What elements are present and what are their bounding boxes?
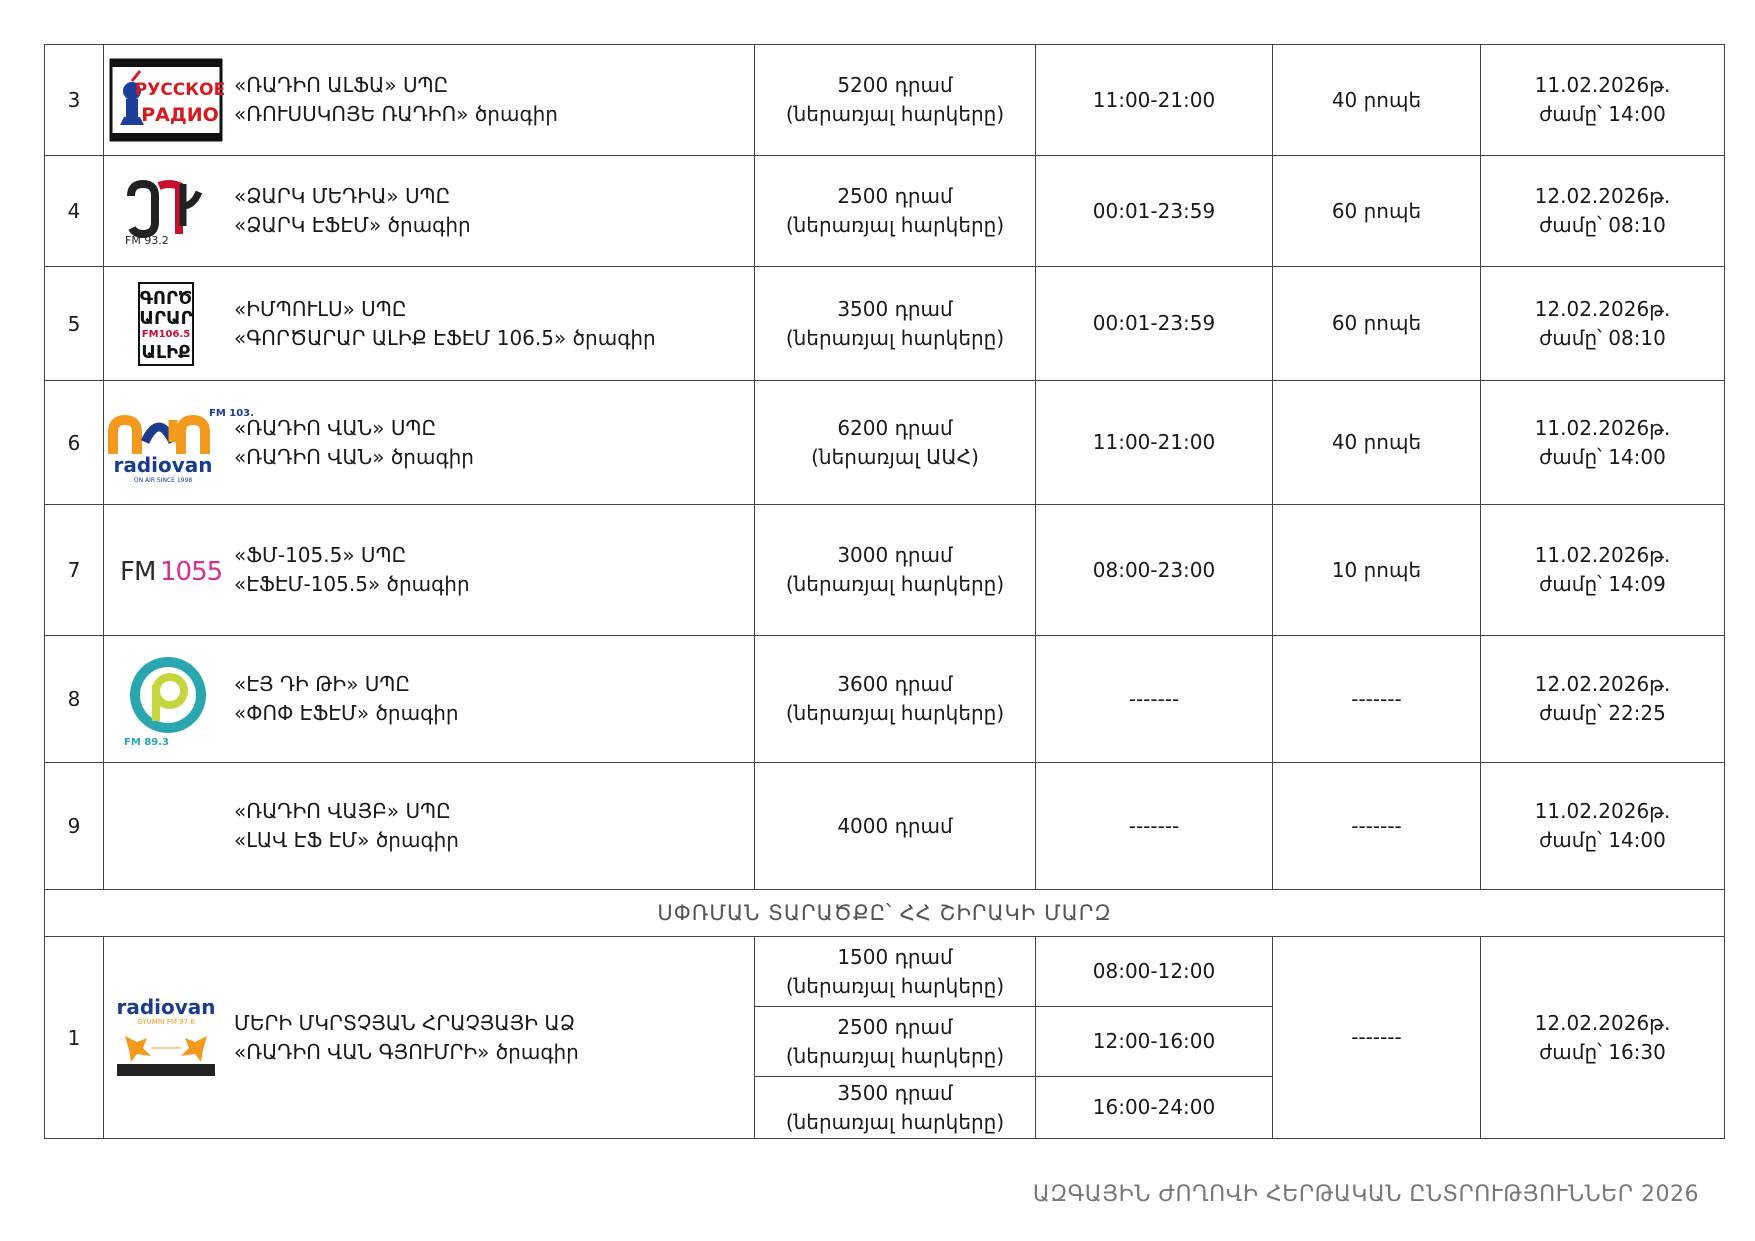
price-cell xyxy=(755,381,1036,505)
svg-text:РАДИО: РАДИО xyxy=(141,104,219,126)
time-cell: 08:00-23:00 xyxy=(1036,505,1273,636)
table-row xyxy=(45,505,1725,636)
duration-cell: ------- xyxy=(1273,937,1481,1139)
row-number: 4 xyxy=(45,156,104,267)
station-cell xyxy=(104,505,755,636)
zark-fm-logo xyxy=(104,176,228,246)
radiovan-logo xyxy=(104,402,254,484)
duration-cell: ------- xyxy=(1273,763,1481,890)
date-cell xyxy=(1481,45,1725,156)
date-cell xyxy=(1481,156,1725,267)
date-cell xyxy=(1481,763,1725,890)
time-cell: 16:00-24:00 xyxy=(1036,1077,1273,1139)
table-row xyxy=(45,937,1725,1007)
company-name: «ՌԱԴԻՈ ՎԱՆ» ՍՊԸ xyxy=(234,415,437,440)
price-cell xyxy=(755,45,1036,156)
price-cell xyxy=(755,636,1036,763)
svg-text:РУССКОЕ: РУССКОЕ xyxy=(134,80,226,100)
date: 11.02.2026թ. xyxy=(1534,799,1671,823)
date-cell xyxy=(1481,937,1725,1139)
row-number: 5 xyxy=(45,267,104,381)
price-cell xyxy=(755,763,1036,890)
date-cell xyxy=(1481,505,1725,636)
date: 12.02.2026թ. xyxy=(1534,184,1671,208)
time-cell: 11:00-21:00 xyxy=(1036,45,1273,156)
price-cell xyxy=(755,937,1036,1007)
program-name: «ԳՈՐԾԱՐԱՐ ԱԼԻՔ ԷՖԷՄ 106.5» ծրագիր xyxy=(234,325,656,350)
station-cell xyxy=(104,381,755,505)
row-number: 3 xyxy=(45,45,104,156)
svg-text:GYUMRI FM 97.6: GYUMRI FM 97.6 xyxy=(137,1017,195,1026)
hour: ժամը՝ 14:09 xyxy=(1539,572,1666,596)
svg-text:ON AIR SINCE 1998: ON AIR SINCE 1998 xyxy=(133,476,193,484)
time-cell: ------- xyxy=(1036,763,1273,890)
price: 4000 դրամ xyxy=(837,813,953,838)
svg-text:ԱԼԻՔ: ԱԼԻՔ xyxy=(141,341,191,363)
date-cell xyxy=(1481,381,1725,505)
svg-text:FM: FM xyxy=(120,557,156,587)
price-note: (ներառյալ հարկերը) xyxy=(785,1109,1005,1134)
price: 3500 դրամ xyxy=(837,296,953,321)
table-row xyxy=(45,636,1725,763)
date-cell xyxy=(1481,267,1725,381)
russkoe-radio-logo xyxy=(104,59,228,141)
price-note: (ներառյալ հարկերը) xyxy=(785,102,1005,126)
duration-cell: 40 րոպե xyxy=(1273,381,1481,505)
hour: ժամը՝ 08:10 xyxy=(1539,213,1666,237)
duration-cell: 60 րոպե xyxy=(1273,156,1481,267)
price-note: (ներառյալ հարկերը) xyxy=(785,325,1005,350)
svg-text:FM 89.3: FM 89.3 xyxy=(124,737,169,748)
price-cell xyxy=(755,1007,1036,1077)
table-row xyxy=(45,763,1725,890)
price: 2500 դրամ xyxy=(837,1014,953,1039)
price-cell xyxy=(755,267,1036,381)
hour: ժամը՝ 08:10 xyxy=(1539,325,1666,350)
program-name: «ՌՈՒՍՍԿՈՅԵ ՌԱԴԻՈ» ծրագիր xyxy=(234,102,558,126)
price: 3600 դրամ xyxy=(837,672,953,696)
time-cell: 00:01-23:59 xyxy=(1036,156,1273,267)
time-cell: 11:00-21:00 xyxy=(1036,381,1273,505)
duration-cell: ------- xyxy=(1273,636,1481,763)
date-cell xyxy=(1481,636,1725,763)
svg-text:FM 93.2: FM 93.2 xyxy=(125,234,169,247)
date: 11.02.2026թ. xyxy=(1534,415,1671,440)
svg-text:ԳՈՐԾ: ԳՈՐԾ xyxy=(139,287,193,309)
price-note: (ներառյալ հարկերը) xyxy=(785,213,1005,237)
table-row xyxy=(45,156,1725,267)
rates-table xyxy=(44,44,1725,1139)
station-cell xyxy=(104,267,755,381)
price: 3500 դրամ xyxy=(837,1080,953,1105)
company-name: «ՁԱՐԿ ՄԵԴԻԱ» ՍՊԸ xyxy=(234,184,451,208)
program-name: «ՌԱԴԻՈ ՎԱՆ ԳՅՈՒՄՐԻ» ծրագիր xyxy=(234,1039,579,1064)
price-cell xyxy=(755,1077,1036,1139)
program-name: «ԼԱՎ ԷՖ ԷՄ» ծրագիր xyxy=(234,828,459,852)
section-title: ՍՓՌՄԱՆ ՏԱՐԱԾՔԸ՝ ՀՀ ՇԻՐԱԿԻ ՄԱՐԶ xyxy=(45,890,1725,937)
price-note: (ներառյալ հարկերը) xyxy=(785,973,1005,998)
time-cell: 00:01-23:59 xyxy=(1036,267,1273,381)
pop-fm-logo xyxy=(104,649,228,749)
table-row xyxy=(45,381,1725,505)
program-name: «ՓՈՓ ԷՖԷՄ» ծրագիր xyxy=(234,701,459,725)
program-name: «ԷՖԷՄ-105.5» ծրագիր xyxy=(234,572,470,596)
page-footer: ԱԶԳԱՅԻՆ ԺՈՂՈՎԻ ՀԵՐԹԱԿԱՆ ԸՆՏՐՈՒԹՅՈՒՆՆԵՐ 2026 xyxy=(1032,1182,1699,1207)
row-number: 6 xyxy=(45,381,104,505)
price: 3000 դրամ xyxy=(837,543,953,567)
svg-text:ԱՐԱՐ: ԱՐԱՐ xyxy=(139,307,193,329)
svg-text:radiovan: radiovan xyxy=(113,452,213,477)
price: 1500 դրամ xyxy=(837,944,953,969)
station-cell xyxy=(104,763,755,890)
gortsarar-alik-logo xyxy=(104,282,228,366)
hour: ժամը՝ 14:00 xyxy=(1539,828,1666,852)
company-name: «ԻՄՊՈՒԼՍ» ՍՊԸ xyxy=(234,296,407,321)
hour: ժամը՝ 14:00 xyxy=(1539,444,1666,469)
date: 11.02.2026թ. xyxy=(1534,543,1671,567)
row-number: 8 xyxy=(45,636,104,763)
section-row xyxy=(45,890,1725,937)
price-note: (ներառյալ հարկերը) xyxy=(785,701,1005,725)
time-cell: 08:00-12:00 xyxy=(1036,937,1273,1007)
station-cell xyxy=(104,45,755,156)
duration-cell: 10 րոպե xyxy=(1273,505,1481,636)
radiovan-gyumri-logo xyxy=(104,994,228,1078)
row-number: 9 xyxy=(45,763,104,890)
svg-text:FM106.5: FM106.5 xyxy=(141,328,191,340)
price: 2500 դրամ xyxy=(837,184,953,208)
time-cell: ------- xyxy=(1036,636,1273,763)
svg-text:FM 103.: FM 103. xyxy=(209,407,254,419)
date: 11.02.2026թ. xyxy=(1534,73,1671,97)
price-note: (ներառյալ ԱԱՀ) xyxy=(811,444,979,469)
hour: ժամը՝ 22:25 xyxy=(1539,701,1666,725)
table-row xyxy=(45,267,1725,381)
price-note: (ներառյալ հարկերը) xyxy=(785,1043,1005,1068)
price: 6200 դրամ xyxy=(837,415,953,440)
program-name: «ՌԱԴԻՈ ՎԱՆ» ծրագիր xyxy=(234,444,474,469)
svg-text:1055: 1055 xyxy=(160,557,223,587)
price-note: (ներառյալ հարկերը) xyxy=(785,572,1005,596)
fm1055-logo xyxy=(104,550,228,590)
date: 12.02.2026թ. xyxy=(1534,296,1671,321)
row-number: 7 xyxy=(45,505,104,636)
price: 5200 դրամ xyxy=(837,73,953,97)
company-name: «ՌԱԴԻՈ ԱԼՖԱ» ՍՊԸ xyxy=(234,73,449,97)
company-name: «ՖՄ-105.5» ՍՊԸ xyxy=(234,543,407,567)
hour: ժամը՝ 16:30 xyxy=(1539,1039,1666,1064)
program-name: «ՁԱՐԿ ԷՖԷՄ» ծրագիր xyxy=(234,213,471,237)
price-cell xyxy=(755,156,1036,267)
company-name: «ՌԱԴԻՈ ՎԱՅԲ» ՍՊԸ xyxy=(234,799,451,823)
row-number: 1 xyxy=(45,937,104,1139)
station-cell xyxy=(104,156,755,267)
date: 12.02.2026թ. xyxy=(1534,672,1671,696)
hour: ժամը՝ 14:00 xyxy=(1539,102,1666,126)
station-cell xyxy=(104,937,755,1139)
duration-cell: 60 րոպե xyxy=(1273,267,1481,381)
date: 12.02.2026թ. xyxy=(1534,1010,1671,1035)
svg-text:radiovan: radiovan xyxy=(116,994,216,1019)
company-name: «ԷՅ ԴԻ ԹԻ» ՍՊԸ xyxy=(234,672,411,696)
table-row xyxy=(45,45,1725,156)
duration-cell: 40 րոպե xyxy=(1273,45,1481,156)
company-name: ՄԵՐԻ ՄԿՐՏՉՅԱՆ ՀՐԱՉՅԱՅԻ ԱՁ xyxy=(234,1010,576,1035)
time-cell: 12:00-16:00 xyxy=(1036,1007,1273,1077)
station-cell xyxy=(104,636,755,763)
price-cell xyxy=(755,505,1036,636)
